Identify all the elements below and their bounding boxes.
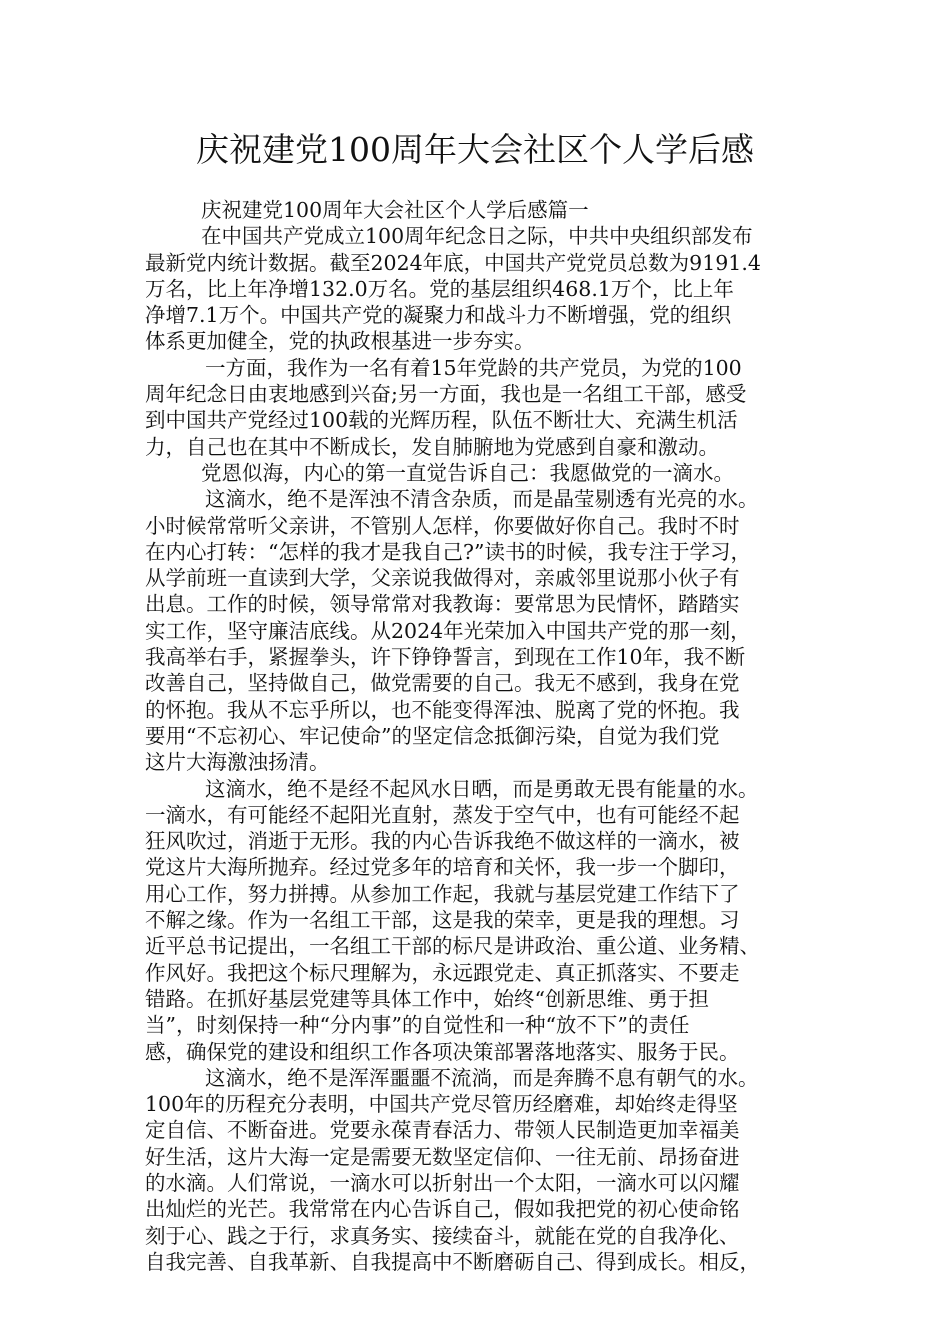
text-line: 的水滴。人们常说，一滴水可以折射出一个太阳，一滴水可以闪耀 <box>145 1170 740 1195</box>
text-line: 党恩似海，内心的第一直觉告诉自己：我愿做党的一滴水。 <box>201 460 734 485</box>
text-line: 这滴水，绝不是浑浑噩噩不流淌，而是奔腾不息有朝气的水。 <box>205 1065 759 1090</box>
text-line: 近平总书记提出，一名组工干部的标尺是讲政治、重公道、业务精、 <box>145 934 760 959</box>
text-line: 100年的历程充分表明，中国共产党尽管历经磨难，却始终走得坚 <box>145 1092 738 1117</box>
text-line: 实工作，坚守廉洁底线。从2024年光荣加入中国共产党的那一刻， <box>145 618 751 643</box>
text-line: 定自信、不断奋进。党要永葆青春活力、带领人民制造更加幸福美 <box>145 1118 740 1143</box>
text-line: 在中国共产党成立100周年纪念日之际，中共中央组织部发布 <box>201 224 753 249</box>
text-line: 用心工作，努力拼搏。从参加工作起，我就与基层党建工作结下了 <box>145 881 740 906</box>
text-line: 这滴水，绝不是浑浊不清含杂质，而是晶莹剔透有光亮的水。 <box>205 487 759 512</box>
text-line: 狂风吹过，消逝于无形。我的内心告诉我绝不做这样的一滴水，被 <box>145 829 740 854</box>
page-title: 庆祝建党100周年大会社区个人学后感 <box>196 130 754 169</box>
text-line: 作风好。我把这个标尺理解为，永远跟党走、真正抓落实、不要走 <box>145 960 740 985</box>
text-line: 党这片大海所抛弃。经过党多年的培育和关怀，我一步一个脚印， <box>145 855 740 880</box>
text-line: 小时候常常听父亲讲，不管别人怎样，你要做好你自己。我时不时 <box>145 513 740 538</box>
text-line: 出灿烂的光芒。我常常在内心告诉自己，假如我把党的初心使命铭 <box>145 1197 740 1222</box>
text-line: 体系更加健全，党的执政根基进一步夯实。 <box>145 329 535 354</box>
text-line: 的怀抱。我从不忘乎所以，也不能变得浑浊、脱离了党的怀抱。我 <box>145 697 740 722</box>
text-line: 感，确保党的建设和组织工作各项决策部署落地落实、服务于民。 <box>145 1039 740 1064</box>
document-body <box>145 197 825 1275</box>
text-line: 庆祝建党100周年大会社区个人学后感篇一 <box>201 198 589 222</box>
text-line: 周年纪念日由衷地感到兴奋;另一方面，我也是一名组工干部，感受 <box>145 382 747 407</box>
text-line: 力，自己也在其中不断成长，发自肺腑地为党感到自豪和激动。 <box>145 434 719 459</box>
text-line: 万名，比上年净增132.0万名。党的基层组织468.1万个，比上年 <box>145 276 734 301</box>
text-line: 在内心打转：“怎样的我才是我自己?”读书的时候，我专注于学习， <box>145 539 751 564</box>
text-line: 到中国共产党经过100载的光辉历程，队伍不断壮大、充满生机活 <box>145 408 738 433</box>
text-line: 错路。在抓好基层党建等具体工作中，始终“创新思维、勇于担 <box>145 986 709 1011</box>
text-line: 不解之缘。作为一名组工干部，这是我的荣幸，更是我的理想。习 <box>145 908 740 933</box>
text-line: 改善自己，坚持做自己，做党需要的自己。我无不感到，我身在党 <box>145 671 740 696</box>
text-line: 这滴水，绝不是经不起风水日晒，而是勇敢无畏有能量的水。 <box>205 776 759 801</box>
text-line: 一滴水，有可能经不起阳光直射，蒸发于空气中，也有可能经不起 <box>145 802 740 827</box>
text-line: 好生活，这片大海一定是需要无数坚定信仰、一往无前、昂扬奋进 <box>145 1144 740 1169</box>
text-line: 出息。工作的时候，领导常常对我教诲：要常思为民情怀，踏踏实 <box>145 592 740 617</box>
text-line: 刻于心、践之于行，求真务实、接续奋斗，就能在党的自我净化、 <box>145 1223 740 1248</box>
text-line: 当”，时刻保持一种“分内事”的自觉性和一种“放不下”的责任 <box>145 1013 690 1038</box>
text-line: 这片大海激浊扬清。 <box>145 750 330 775</box>
text-line: 一方面，我作为一名有着15年党龄的共产党员，为党的100 <box>205 355 742 380</box>
text-line: 从学前班一直读到大学，父亲说我做得对，亲戚邻里说那小伙子有 <box>145 566 740 591</box>
text-line: 净增7.1万个。中国共产党的凝聚力和战斗力不断增强，党的组织 <box>145 303 732 328</box>
text-line: 要用“不忘初心、牢记使命”的坚定信念抵御污染，自觉为我们党 <box>145 723 720 748</box>
text-line: 我高举右手，紧握拳头，许下铮铮誓言，到现在工作10年，我不断 <box>145 645 746 670</box>
text-line: 自我完善、自我革新、自我提高中不断磨砺自己、得到成长。相反， <box>145 1249 760 1274</box>
text-line: 最新党内统计数据。截至2024年底，中国共产党党员总数为9191.4 <box>145 250 761 275</box>
